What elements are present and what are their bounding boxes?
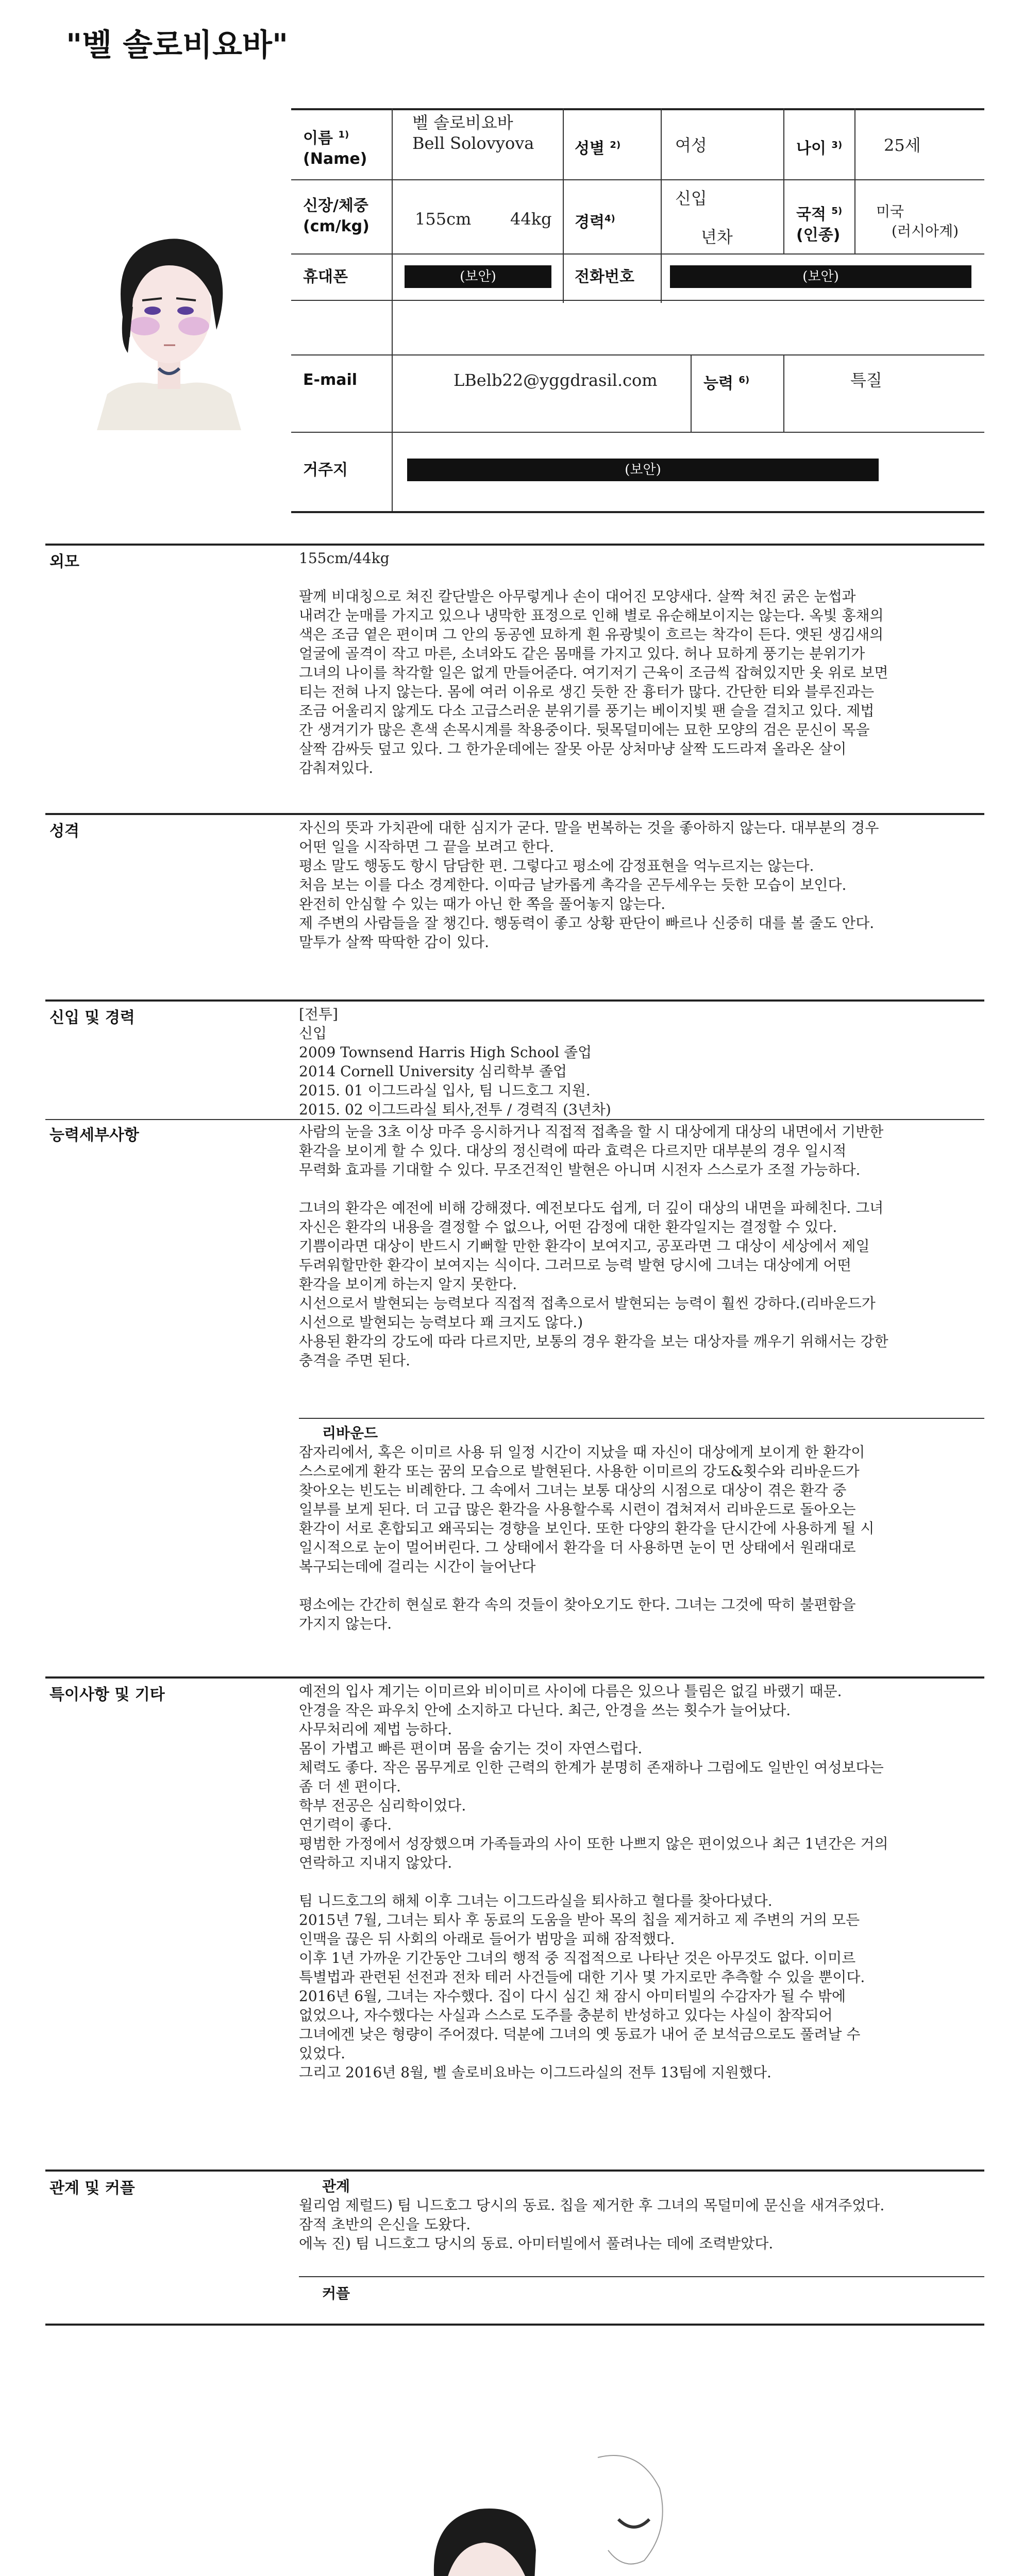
age-label: 나이 $^{3)}$ — [796, 140, 843, 158]
career-value-1: 신입 — [675, 189, 707, 208]
text-line: 충격을 주면 된다. — [299, 1352, 411, 1369]
text-line: 2015. 01 이그드라실 입사, 팀 니드호그 지원. — [299, 1082, 591, 1099]
career-value-2: 년차 — [701, 227, 733, 247]
text-line: 제 주변의 사람들을 잘 챙긴다. 행동력이 좋고 상황 판단이 빠르나 신중히 대를 볼 줄도 안다. — [299, 914, 875, 931]
text-line: 연락하고 지내지 않았다. — [299, 1854, 452, 1871]
text-line: 잠자리에서, 혹은 이미르 사용 뒤 일정 시간이 지났을 때 자신이 대상에게 보이게 한 환각이 — [299, 1444, 865, 1461]
email-label: E-mail — [303, 371, 358, 389]
text-line: 간 생겨기가 많은 흔색 손목시계를 착용중이다. 뒷목덜미에는 묘한 모양의 검은 문신이 목을 — [299, 721, 870, 738]
text-line: 찾아오는 빈도는 비례한다. 그 속에서 그녀는 보통 대상의 시점으로 대상이 겪은 환각 중 — [299, 1482, 847, 1499]
email-value: LBelb22@yggdrasil.com — [454, 370, 658, 390]
text-line: 잠적 초반의 은신을 도왔다. — [299, 2216, 471, 2233]
personality-label: 성격 — [49, 822, 79, 840]
text-line: 얼굴에 골격이 작고 마른, 소녀와도 같은 몸매를 가지고 있다. 허나 묘하게 풍기는 분위기가 — [299, 645, 865, 662]
text-line — [299, 1872, 984, 1891]
appearance-label: 외모 — [49, 553, 79, 571]
height-value: 155cm — [415, 209, 472, 229]
notes-text — [299, 1682, 984, 2082]
text-line: 조금 어울리지 않게도 다소 고급스러운 분위기를 풍기는 베이지빛 팬 슬을 걸치고 있다. 제법 — [299, 702, 875, 719]
portrait-image — [76, 188, 262, 430]
text-line: 일시적으로 눈이 멀어버린다. 그 상태에서 환각을 더 사용하면 눈이 먼 상태에서 원래대로 — [299, 1539, 856, 1556]
text-line: 에녹 진) 팀 니드호그 당시의 동료. 아미터빌에서 풀려나는 데에 조력받았다. — [299, 2235, 774, 2252]
page-title: "벨 솔로비요바" — [66, 27, 289, 63]
text-line: 그녀의 나이를 착각할 일은 없게 만들어준다. 여기저기 근육이 조금씩 잡혀있지만 옷 위로 보면 — [299, 664, 888, 681]
text-line — [299, 568, 984, 587]
ability-value: 특질 — [850, 370, 882, 390]
text-line: 처음 보는 이를 다소 경계한다. 이따금 날카롭게 촉각을 곤두세우는 듯한 모습이 보인다. — [299, 876, 847, 893]
nation-label: 국적 $^{5)}$ (인종) — [796, 206, 843, 244]
text-line: 평소에는 간간히 현실로 환각 속의 것들이 찾아오기도 한다. 그녀는 그것에 딱히 불편함을 — [299, 1596, 856, 1613]
text-line: 연기력이 좋다. — [299, 1816, 392, 1833]
text-line: 평범한 가정에서 성장했으며 가족들과의 사이 또한 나쁘지 않은 편이었으나 최근 1년간은 거의 — [299, 1835, 888, 1852]
text-line: 기쁨이라면 대상이 반드시 기뻐할 만한 환각이 보여지고, 공포라면 그 대상이 세상에서 제일 — [299, 1238, 870, 1255]
text-line: 자신은 환각의 내용을 결정할 수 없으나, 어떤 감정에 대한 환각일지는 결정할 수 있다. — [299, 1218, 837, 1235]
text-line: 두려워할만한 환각이 보여지는 식이다. 그러므로 능력 발현 당시에 그녀는 대상에게 어떤 — [299, 1257, 851, 1274]
text-line: 시선으로 발현되는 능력보다 꽤 크지도 않다.) — [299, 1314, 583, 1331]
text-line: 사람의 눈을 3초 이상 마주 응시하거나 직접적 접촉을 할 시 대상에게 대상의 내면에서 기반한 — [299, 1123, 884, 1140]
text-line: 몸이 가볍고 빠른 편이며 몸을 숨기는 것이 자연스럽다. — [299, 1740, 643, 1757]
text-line: 평소 말도 행동도 항시 담담한 편. 그렇다고 평소에 감정표현을 억누르지는 않는다. — [299, 857, 814, 874]
text-line: 윌리엄 제럴드) 팀 니드호그 당시의 동료. 칩을 제거한 후 그녀의 목덜미에 문신을 새겨주었다. — [299, 2197, 885, 2214]
text-line: 155cm/44kg — [299, 550, 390, 567]
name-value: 벨 솔로비요바 Bell Solovyova — [412, 113, 534, 153]
gender-value: 여성 — [675, 135, 707, 155]
text-line: 그리고 2016년 8월, 벨 솔로비요바는 이그드라실의 전투 13팀에 지원했다. — [299, 2064, 771, 2081]
text-line: 무력화 효과를 기대할 수 있다. 무조건적인 발현은 아니며 시전자 스스로가 조절 가능하다. — [299, 1161, 861, 1178]
text-line: 2009 Townsend Harris High School 졸업 — [299, 1044, 592, 1061]
name-label: 이름 $^{1)}$ (Name) — [303, 129, 367, 168]
portrait — [76, 188, 262, 430]
text-line: 2015년 7월, 그녀는 퇴사 후 동료의 도움을 받아 목의 칩을 제거하고 제 주변의 거의 모든 — [299, 1911, 860, 1928]
text-line: 복구되는데에 걸리는 시간이 늘어난다 — [299, 1558, 536, 1575]
text-line: 환각을 보이게 할 수 있다. 대상의 정신력에 따라 효력은 다르지만 대부분의 경우 일시적 — [299, 1142, 847, 1159]
text-line: 그녀의 환각은 예전에 비해 강해졌다. 예전보다도 쉽게, 더 깊이 대상의 내면을 파헤친다. 그녀 — [299, 1199, 884, 1216]
text-line: 안경을 작은 파우치 안에 소지하고 다닌다. 최근, 안경을 쓰는 횟수가 늘어났다. — [299, 1702, 791, 1719]
text-line: 가지지 않는다. — [299, 1615, 392, 1632]
text-line — [299, 1576, 984, 1595]
rebound-text — [299, 1443, 984, 1633]
relations-sub-label: 관계 — [322, 2178, 350, 2195]
rebound-label: 리바운드 — [322, 1425, 378, 1442]
text-line: 팀 니드호그의 해체 이후 그녀는 이그드라실을 퇴사하고 혈다를 찾아다녔다. — [299, 1892, 773, 1909]
text-line: 색은 조금 옅은 편이며 그 안의 동공엔 묘하게 흰 유광빛이 흐르는 착각이 든다. 앳된 생김새의 — [299, 626, 884, 643]
text-line: [전투] — [299, 1006, 338, 1023]
text-line: 사무처리에 제법 능하다. — [299, 1721, 452, 1738]
text-line: 티는 전혀 나지 않는다. 몸에 여러 이유로 생긴 듯한 잔 흉터가 많다. 간단한 티와 블루진과는 — [299, 683, 875, 700]
text-line: 특별법과 관련된 선전과 전차 테러 사건들에 대한 기사 몇 가지로만 추측할 수 있을 뿐이다. — [299, 1969, 865, 1986]
ability-detail-label: 능력세부사항 — [49, 1126, 139, 1144]
text-line: 인맥을 끊은 뒤 사회의 아래로 들어가 범망을 피해 잠적했다. — [299, 1930, 675, 1947]
ability-detail-text — [299, 1122, 984, 1370]
text-line: 일부를 보게 된다. 더 고급 많은 환각을 사용할수록 시련이 겹쳐져서 리바운드로 돌아오는 — [299, 1501, 856, 1518]
text-line: 학부 전공은 심리학이었다. — [299, 1797, 466, 1814]
text-line: 예전의 입사 계기는 이미르와 비이미르 사이에 다름은 있으나 틀림은 없길 바랬기 때문. — [299, 1683, 842, 1700]
text-line: 있었다. — [299, 2045, 346, 2062]
phone-label: 휴대폰 — [303, 268, 348, 286]
gender-label: 성별 $^{2)}$ — [575, 140, 621, 158]
address-label: 거주지 — [303, 461, 348, 479]
text-line: 2015. 02 이그드라실 퇴사,전투 / 경력직 (3년차) — [299, 1101, 611, 1118]
text-line: 어떤 일을 시작하면 그 끝을 보려고 한다. — [299, 838, 555, 855]
career-label: 경력$^{4)}$ — [575, 213, 615, 231]
ability-label: 능력 $^{6)}$ — [703, 375, 750, 393]
text-line: 좀 더 센 편이다. — [299, 1778, 401, 1795]
body-label: 신장/체중 (cm/kg) — [303, 197, 370, 235]
relations-text — [299, 2196, 984, 2253]
notes-label: 특이사항 및 기타 — [49, 1686, 165, 1704]
appearance-text — [299, 549, 984, 777]
text-line: 살짝 감싸듯 덮고 있다. 그 한가운데에는 잘못 아문 상처마냥 살짝 도드라져 올라온 살이 — [299, 740, 847, 757]
text-line: 시선으로서 발현되는 능력보다 직접적 접촉으로서 발현되는 능력이 훨씬 강하다.(리바운드가 — [299, 1295, 876, 1312]
text-line: 없었으나, 자수했다는 사실과 스스로 도주를 충분히 반성하고 있다는 사실이 참작되어 — [299, 2007, 833, 2024]
text-line: 말투가 살짝 딱딱한 감이 있다. — [299, 934, 490, 951]
weight-value: 44kg — [510, 209, 552, 229]
tel-label: 전화번호 — [575, 268, 634, 286]
text-line: 이후 1년 가까운 기간동안 그녀의 행적 중 직접적으로 나타난 것은 아무것도 없다. 이미르 — [299, 1950, 856, 1967]
full-body-illustration — [330, 2416, 691, 2576]
couple-label: 커플 — [322, 2285, 350, 2302]
address-redacted: (보안) — [407, 459, 879, 481]
relations-label: 관계 및 커플 — [49, 2179, 135, 2197]
text-line: 2016년 6월, 그녀는 자수했다. 집이 다시 심긴 채 잠시 아미터빌의 수감자가 될 수 밖에 — [299, 1988, 846, 2005]
personality-text — [299, 818, 984, 952]
text-line — [299, 1179, 984, 1198]
phone-redacted: (보안) — [405, 265, 551, 288]
text-line: 완전히 안심할 수 있는 때가 아닌 한 쪽을 풀어놓지 않는다. — [299, 895, 666, 912]
tel-redacted: (보안) — [670, 265, 971, 288]
text-line: 자신의 뜻과 가치관에 대한 심지가 굳다. 말을 번복하는 것을 좋아하지 않는다. 대부분의 경우 — [299, 819, 879, 836]
text-line: 팔께 비대칭으로 쳐진 칼단발은 아무렇게나 손이 대어진 모양새다. 살짝 쳐진 굵은 눈썹과 — [299, 588, 856, 605]
text-line: 내려간 눈매를 가지고 있으나 냉막한 표정으로 인해 별로 유순해보이지는 않는다. 옥빛 홍채의 — [299, 607, 884, 624]
text-line: 체력도 좋다. 작은 몸무게로 인한 근력의 한계가 분명히 존재하나 그럼에도 일반인 여성보다는 — [299, 1759, 884, 1776]
text-line: 스스로에게 환각 또는 꿈의 모습으로 발현된다. 사용한 이미르의 강도&횟수와 리바운드가 — [299, 1463, 860, 1480]
text-line: 사용된 환각의 강도에 따라 다르지만, 보통의 경우 환각을 보는 대상자를 깨우기 위해서는 강한 — [299, 1333, 888, 1350]
text-line: 2014 Cornell University 심리학부 졸업 — [299, 1063, 567, 1080]
text-line: 환각이 서로 혼합되고 왜곡되는 경향을 보인다. 또한 다양의 환각을 단시간에 사용하게 될 시 — [299, 1520, 875, 1537]
nation-value: 미국 (러시아계) — [876, 203, 959, 240]
age-value: 25세 — [884, 135, 921, 155]
history-label: 신입 및 경력 — [49, 1009, 135, 1027]
history-text — [299, 1005, 984, 1119]
text-line: 감춰져있다. — [299, 759, 374, 776]
text-line: 그녀에겐 낮은 형량이 주어졌다. 덕분에 그녀의 옛 동료가 내어 준 보석금으로도 풀려날 수 — [299, 2026, 861, 2043]
text-line: 환각을 보이게 하는지 알지 못한다. — [299, 1276, 517, 1293]
text-line: 신입 — [299, 1025, 327, 1042]
character-figure — [330, 2416, 691, 2576]
